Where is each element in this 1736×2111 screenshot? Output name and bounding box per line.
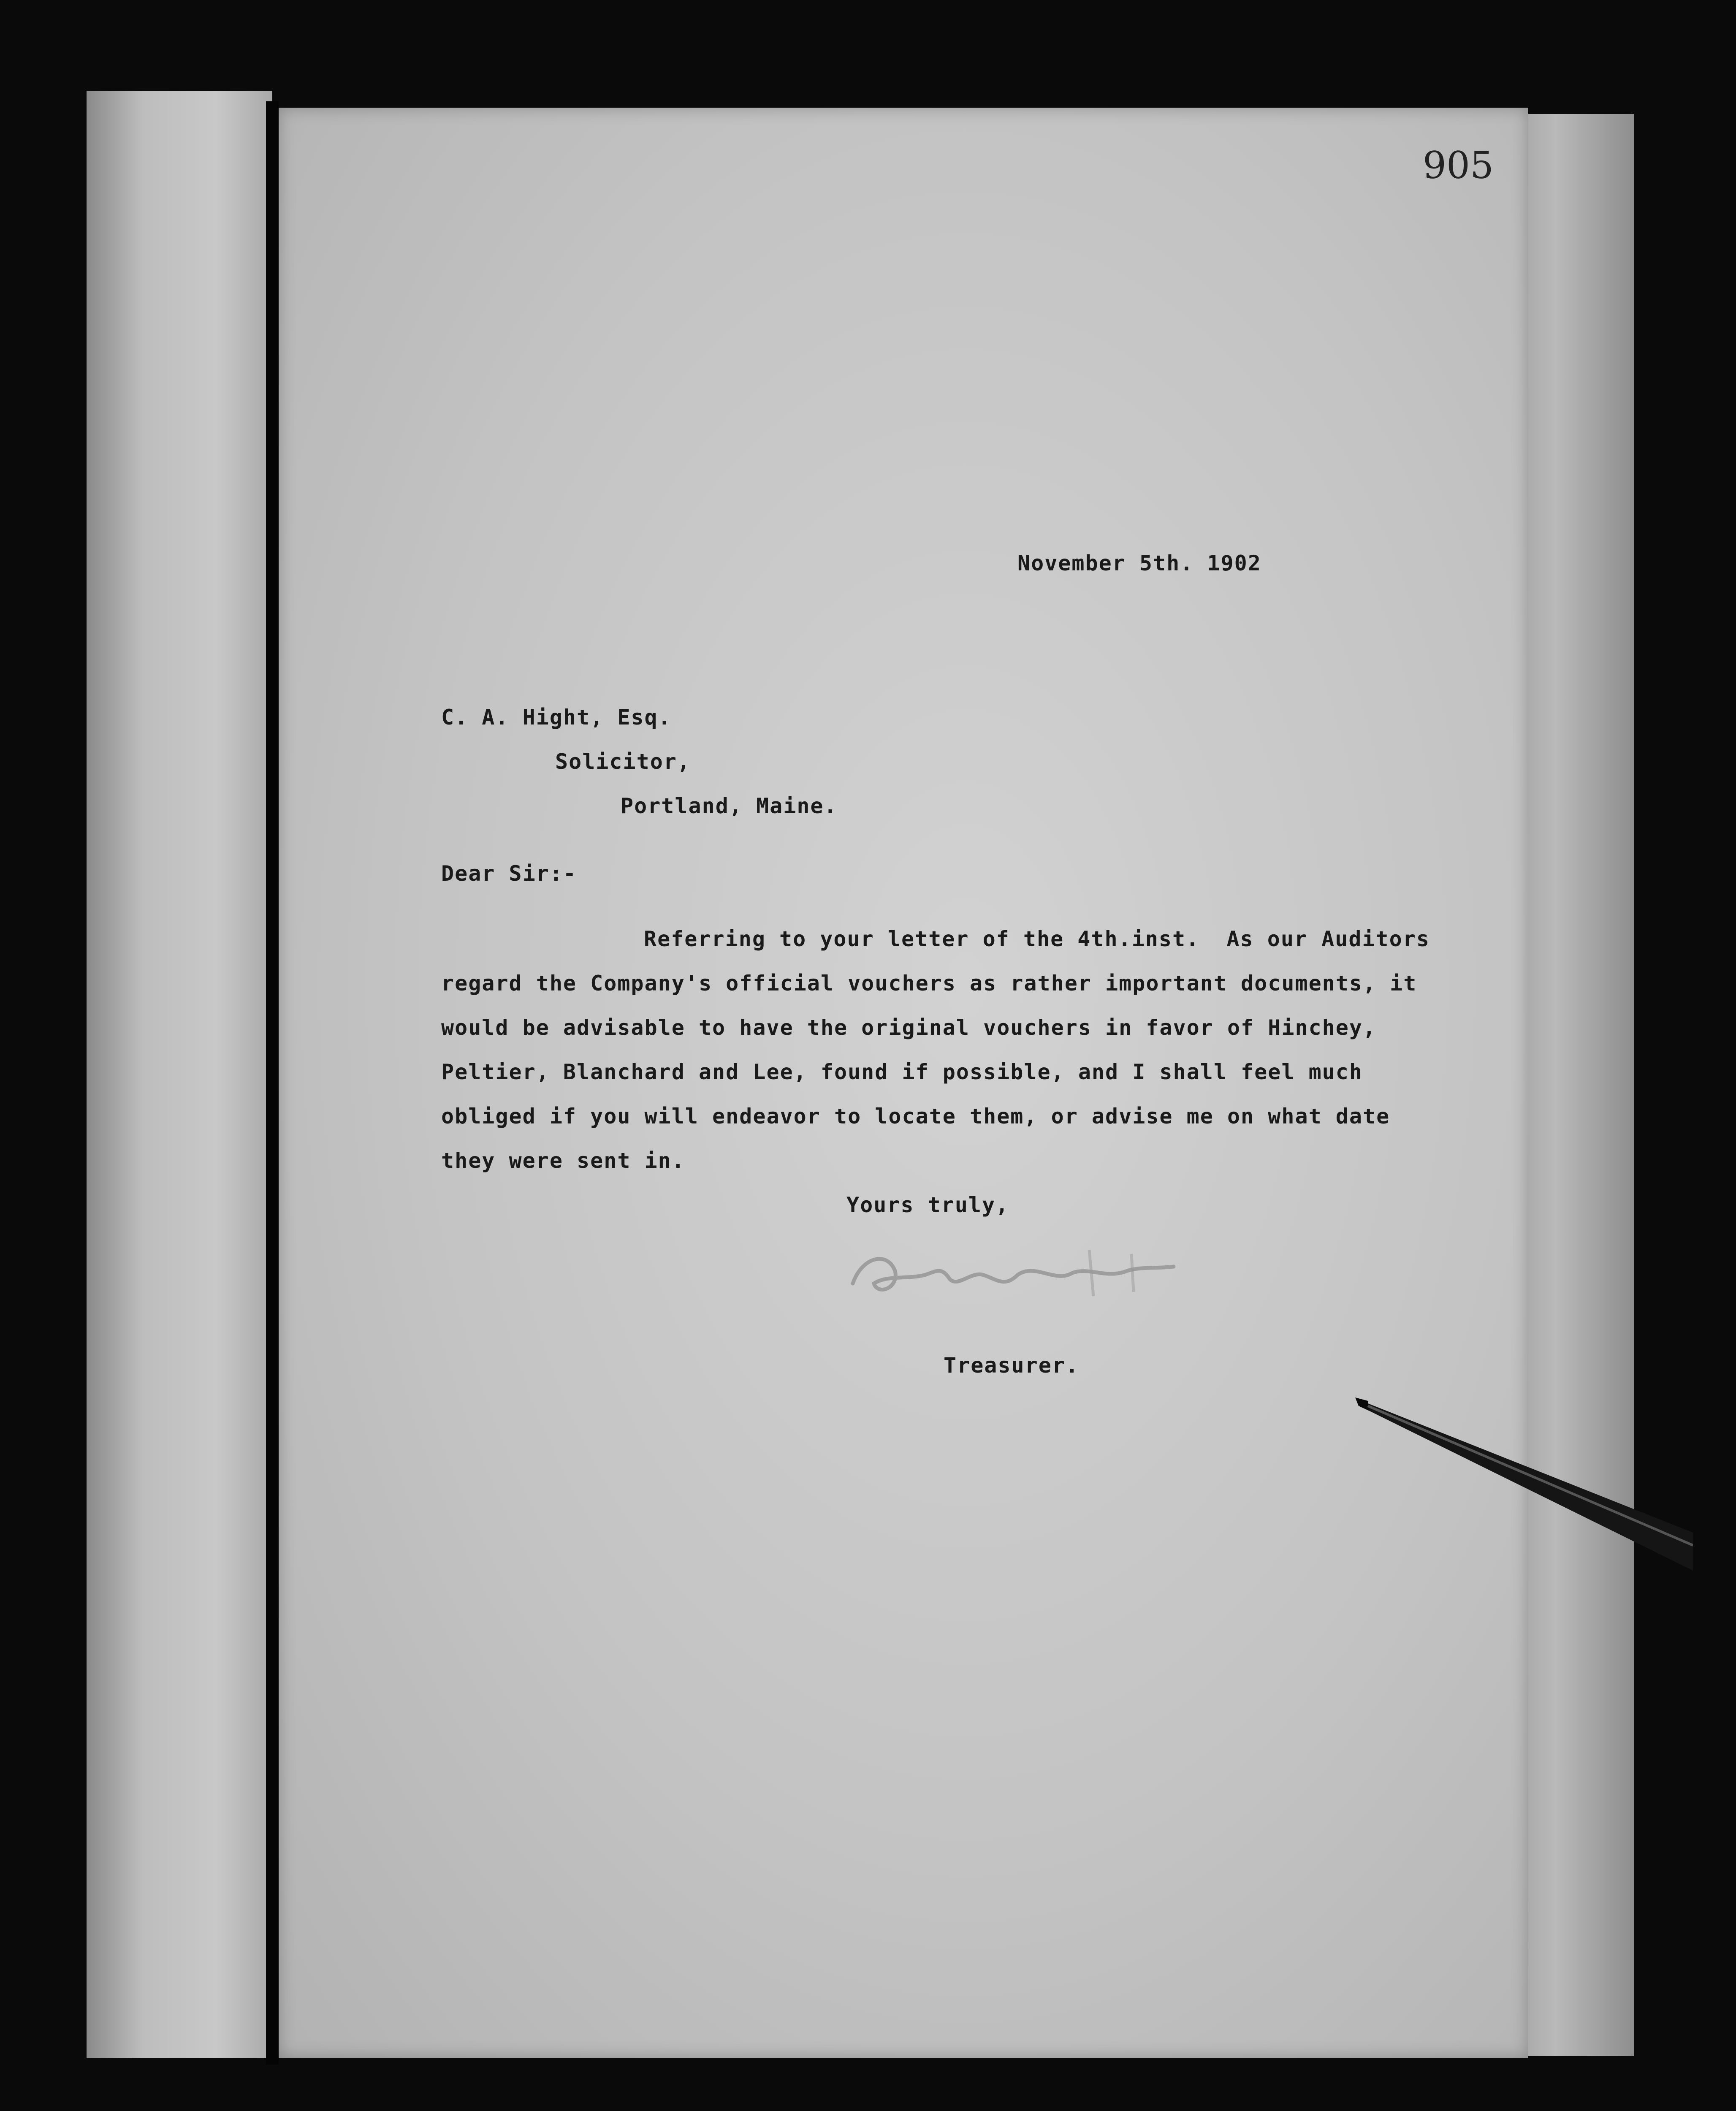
recipient-location: Portland, Maine. — [621, 794, 838, 818]
back-page-left — [87, 91, 272, 2058]
salutation: Dear Sir:- — [441, 861, 577, 886]
body-line: would be advisable to have the original vouchers in favor of Hinchey, — [441, 1015, 1377, 1040]
recipient-title: Solicitor, — [555, 749, 691, 774]
recipient-name: C. A. Hight, Esq. — [441, 705, 672, 730]
body-line: Referring to your letter of the 4th.inst. As our Auditors — [644, 927, 1430, 951]
body-line: regard the Company's official vouchers as rather important documents, it — [441, 971, 1417, 996]
page-number: 905 — [1423, 144, 1494, 187]
body-line: Peltier, Blanchard and Lee, found if possible, and I shall feel much — [441, 1060, 1363, 1084]
page-gap — [266, 101, 279, 2065]
body-line: they were sent in. — [441, 1148, 685, 1173]
letter-date: November 5th. 1902 — [1017, 551, 1261, 575]
signature-scrawl — [836, 1233, 1216, 1313]
signer-title: Treasurer. — [944, 1353, 1080, 1378]
body-line: obliged if you will endeavor to locate them, or advise me on what date — [441, 1104, 1390, 1129]
closing: Yours truly, — [846, 1193, 1009, 1217]
pointer-pencil — [1355, 1393, 1693, 1604]
